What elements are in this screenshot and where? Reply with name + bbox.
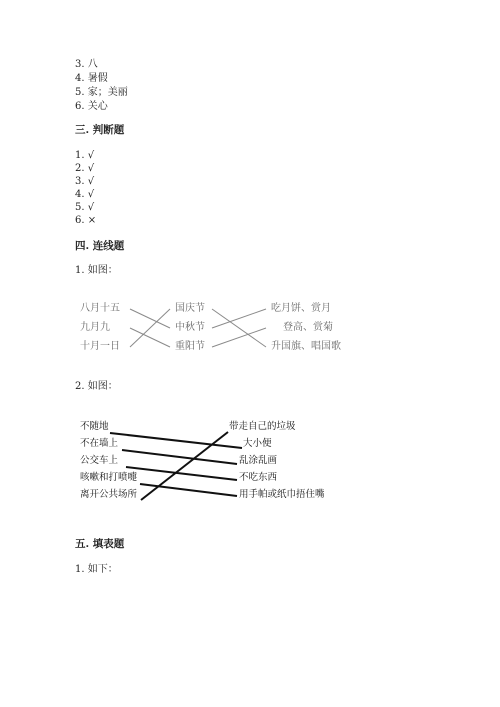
section-heading: 三. 判断题 <box>75 124 125 136</box>
diagram2-right-item: 带走自己的垃圾 <box>229 421 296 432</box>
diagram1-left-item: 十月一日 <box>80 341 120 352</box>
diagram2-left-item: 离开公共场所 <box>80 489 138 500</box>
answer-line: 3. 八 <box>75 59 98 70</box>
diagram2-left-item: 咳嗽和打喷嚏 <box>80 472 138 483</box>
connector-line <box>212 328 266 347</box>
diagram1-right-item: 登高、赏菊 <box>283 322 333 333</box>
diagram2-right-item: 用手帕或纸巾捂住嘴 <box>239 489 325 500</box>
judge-answer: 2. √ <box>75 163 95 174</box>
question-label: 1. 如图： <box>75 265 118 276</box>
diagram2-right-item: 不吃东西 <box>239 472 278 483</box>
diagram1-middle-item: 中秋节 <box>175 322 205 333</box>
judge-answer: 1. √ <box>75 150 95 161</box>
diagram1-middle-item: 重阳节 <box>175 341 205 352</box>
diagram2-right-item: 乱涂乱画 <box>239 455 278 466</box>
answer-line: 6. 关心 <box>75 101 108 112</box>
diagram2-left-item: 公交车上 <box>80 455 119 466</box>
judge-answer: 3. √ <box>75 176 95 187</box>
diagram1-right-item: 升国旗、唱国歌 <box>271 341 341 352</box>
section-heading: 五. 填表题 <box>75 538 125 550</box>
diagram2-right-item: 大小便 <box>243 438 272 449</box>
section-heading: 四. 连线题 <box>75 240 125 252</box>
connector-line <box>130 328 170 347</box>
connector-line <box>122 450 237 464</box>
judge-answer: 4. √ <box>75 189 95 200</box>
question-label: 2. 如图： <box>75 381 118 392</box>
answer-line: 5. 家；美丽 <box>75 87 128 98</box>
diagram2-left-item: 不随地 <box>80 421 109 432</box>
connector-line <box>212 309 266 328</box>
connector-line <box>212 309 266 347</box>
diagram1-middle-item: 国庆节 <box>175 303 205 314</box>
connector-line <box>110 433 242 448</box>
question-label: 1. 如下： <box>75 564 118 575</box>
connector-line <box>130 309 170 347</box>
connector-line <box>130 309 170 328</box>
diagram2-left-item: 不在墙上 <box>80 438 119 449</box>
diagram1-left-item: 八月十五 <box>80 303 120 314</box>
answer-line: 4. 暑假 <box>75 73 108 84</box>
diagram1-right-item: 吃月饼、赏月 <box>271 303 331 314</box>
judge-answer: 5. √ <box>75 202 95 213</box>
diagram1-left-item: 九月九 <box>80 322 110 333</box>
judge-answer: 6. × <box>75 215 97 226</box>
